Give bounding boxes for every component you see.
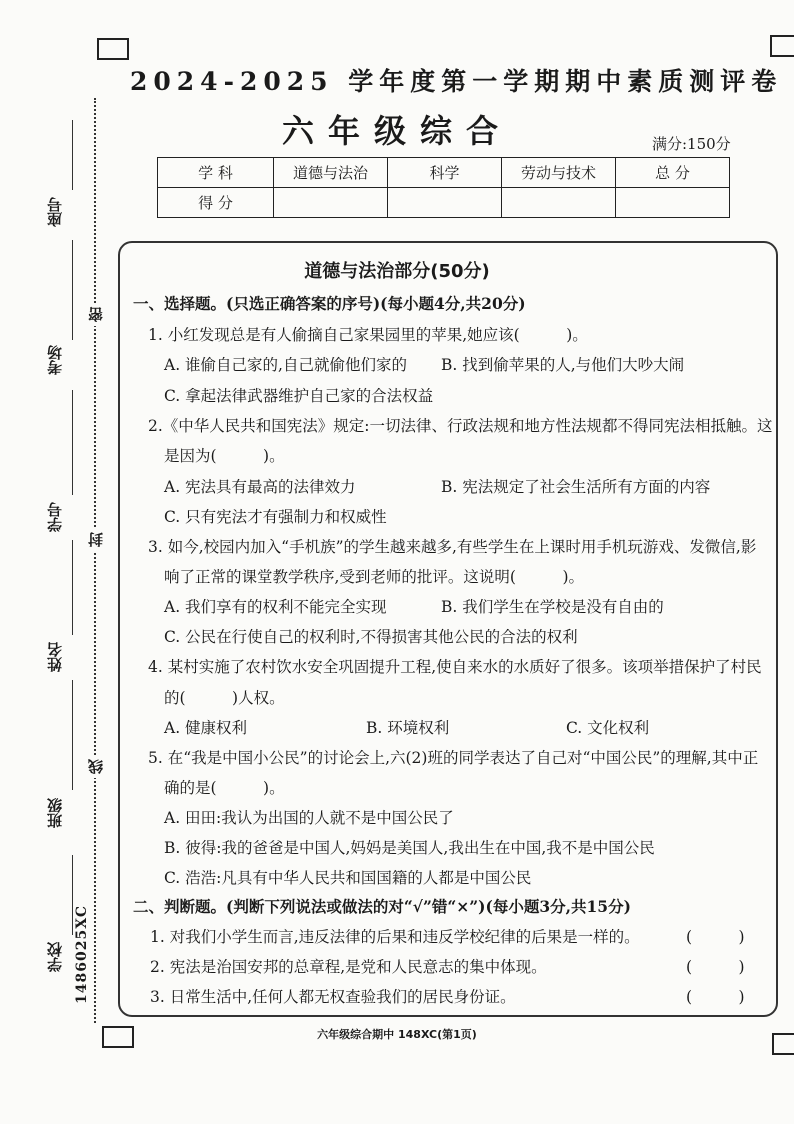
score-table-header-cell: 总 分 bbox=[616, 158, 730, 188]
score-table-header-cell: 科学 bbox=[388, 158, 502, 188]
score-cell[interactable] bbox=[388, 188, 502, 218]
fill-line-school bbox=[72, 855, 73, 935]
judge-answer-2[interactable]: ( ) bbox=[686, 958, 745, 976]
question-4-stem: 4. 某村实施了农村饮水安全巩固提升工程,使自来水的水质好了很多。该项举措保护了村民 bbox=[148, 658, 762, 676]
score-table-header-cell: 劳动与技术 bbox=[502, 158, 616, 188]
fill-line-seat bbox=[72, 120, 73, 190]
full-score: 满分:150分 bbox=[652, 135, 731, 153]
question-5-option-b: B. 彼得:我的爸爸是中国人,妈妈是美国人,我出生在中国,我不是中国公民 bbox=[164, 839, 655, 857]
label-seat-number: 座号 bbox=[46, 197, 64, 227]
question-4-option-a: A. 健康权利 bbox=[164, 719, 248, 737]
fill-line-student-id bbox=[72, 390, 73, 495]
score-table-header-row bbox=[158, 158, 730, 188]
question-1-option-a: A. 谁偷自己家的,自己就偷他们家的 bbox=[164, 356, 407, 374]
score-table-score-row bbox=[158, 188, 730, 218]
binding-dotted-line bbox=[94, 98, 96, 1023]
label-class: 班级 bbox=[46, 798, 64, 828]
label-student-id: 学号 bbox=[46, 502, 64, 532]
choice-heading: 一、选择题。(只选正确答案的序号)(每小题4分,共20分) bbox=[133, 294, 526, 313]
question-1-option-b: B. 找到偷苹果的人,与他们大吵大闹 bbox=[441, 356, 685, 374]
judge-item-1: 1. 对我们小学生而言,违反法律的后果和违反学校纪律的后果是一样的。 bbox=[150, 928, 640, 946]
question-2-option-c: C. 只有宪法才有强制力和权威性 bbox=[164, 508, 387, 526]
question-4-option-c: C. 文化权利 bbox=[566, 719, 650, 737]
judge-item-2: 2. 宪法是治国安邦的总章程,是党和人民意志的集中体现。 bbox=[150, 958, 547, 976]
question-4-option-b: B. 环境权利 bbox=[366, 719, 450, 737]
question-2-option-a: A. 宪法具有最高的法律效力 bbox=[164, 478, 356, 496]
question-2-option-b: B. 宪法规定了社会生活所有方面的内容 bbox=[441, 478, 711, 496]
judge-answer-3[interactable]: ( ) bbox=[686, 988, 745, 1006]
question-5-stem-cont: 确的是( )。 bbox=[164, 779, 285, 797]
label-exam-room: 考场 bbox=[46, 345, 64, 375]
score-cell[interactable] bbox=[502, 188, 616, 218]
binding-mark-close: 封 bbox=[85, 528, 106, 551]
question-3-stem: 3. 如今,校园内加入“手机族”的学生越来越多,有些学生在上课时用手机玩游戏、发微信,影 bbox=[148, 538, 757, 556]
subject-title: 六年级综合 bbox=[281, 112, 512, 150]
page-footer: 六年级综合期中 148XC(第1页) bbox=[317, 1028, 477, 1041]
question-4-stem-cont: 的( )人权。 bbox=[164, 689, 285, 707]
score-table-header-cell: 学 科 bbox=[158, 158, 274, 188]
judge-item-3: 3. 日常生活中,任何人都无权查验我们的居民身份证。 bbox=[150, 988, 516, 1006]
question-2-stem: 2.《中华人民共和国宪法》规定:一切法律、行政法规和地方性法规都不得同宪法相抵触。这 bbox=[148, 417, 773, 435]
score-table bbox=[157, 157, 730, 218]
score-cell[interactable] bbox=[274, 188, 388, 218]
label-name: 姓名 bbox=[46, 642, 64, 672]
binding-mark-seal: 密 bbox=[85, 303, 106, 326]
score-table-header-cell: 道德与法治 bbox=[274, 158, 388, 188]
fill-line-room bbox=[72, 240, 73, 340]
binding-mark-line: 线 bbox=[85, 755, 106, 778]
question-2-stem-cont: 是因为( )。 bbox=[164, 447, 285, 465]
score-cell[interactable] bbox=[616, 188, 730, 218]
label-school: 学校 bbox=[46, 942, 64, 972]
section-title: 道德与法治部分(50分) bbox=[304, 261, 490, 282]
judge-answer-1[interactable]: ( ) bbox=[686, 928, 745, 946]
fill-line-class bbox=[72, 680, 73, 790]
question-1-stem: 1. 小红发现总是有人偷摘自己家果园里的苹果,她应该( )。 bbox=[148, 326, 588, 344]
question-5-option-a: A. 田田:我认为出国的人就不是中国公民了 bbox=[164, 809, 454, 827]
question-3-option-b: B. 我们学生在学校是没有自由的 bbox=[441, 598, 664, 616]
score-row-label: 得 分 bbox=[158, 188, 274, 218]
question-3-option-c: C. 公民在行使自己的权利时,不得损害其他公民的合法的权利 bbox=[164, 628, 578, 646]
question-5-option-c: C. 浩浩:凡具有中华人民共和国国籍的人都是中国公民 bbox=[164, 869, 532, 887]
question-3-option-a: A. 我们享有的权利不能完全实现 bbox=[164, 598, 387, 616]
corner-mark-top-left bbox=[97, 38, 129, 60]
fill-line-name bbox=[72, 540, 73, 635]
exam-header: 2024-2025 学年度第一学期期中素质测评卷 bbox=[130, 67, 783, 96]
question-5-stem: 5. 在“我是中国小公民”的讨论会上,六(2)班的同学表达了自己对“中国公民”的理解,其中正 bbox=[148, 749, 759, 767]
judge-heading: 二、判断题。(判断下列说法或做法的对“√”错“×”)(每小题3分,共15分) bbox=[133, 897, 631, 916]
paper-code: 1486025XC bbox=[74, 905, 90, 1004]
question-3-stem-cont: 响了正常的课堂教学秩序,受到老师的批评。这说明( )。 bbox=[164, 568, 585, 586]
corner-mark-top-right bbox=[770, 35, 794, 57]
question-1-option-c: C. 拿起法律武器维护自己家的合法权益 bbox=[164, 387, 434, 405]
